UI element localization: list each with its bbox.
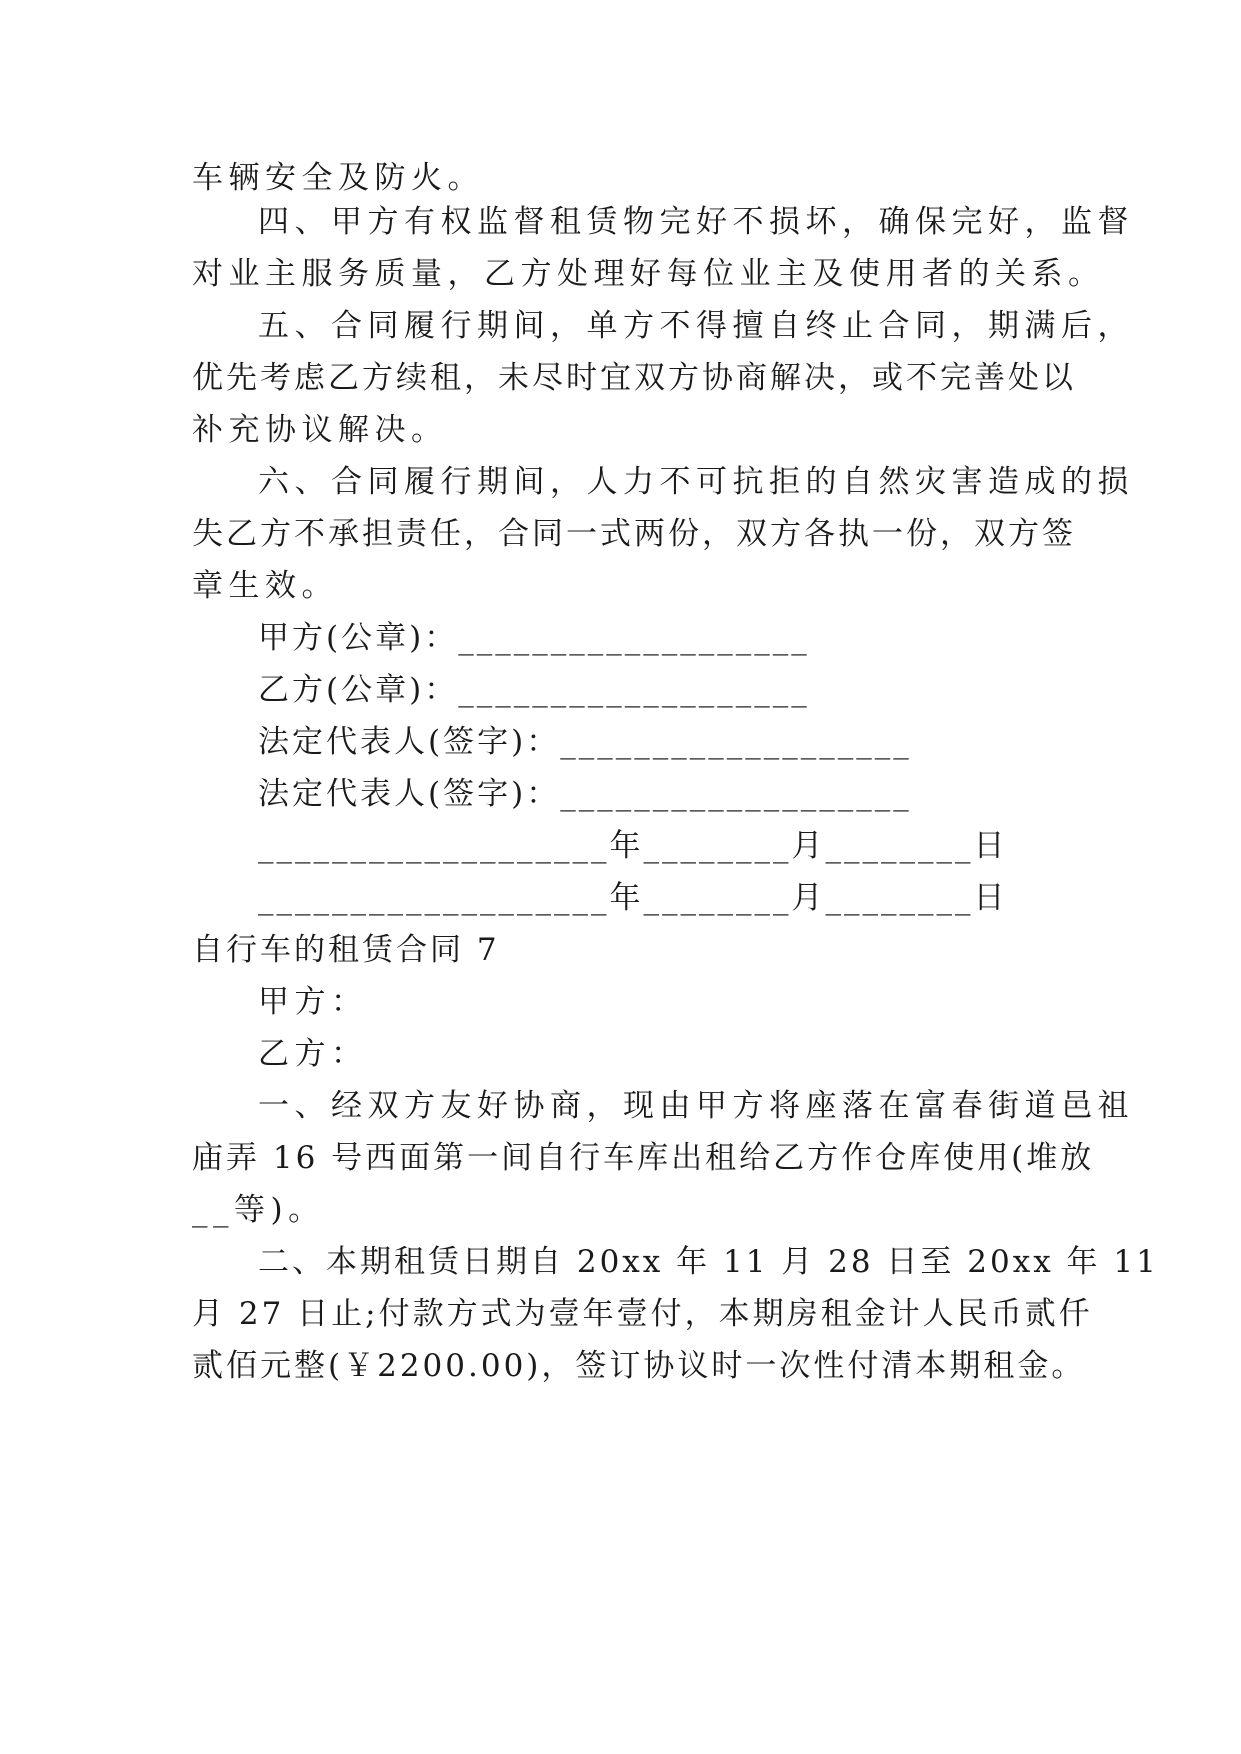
party-a-seal-line: 甲方(公章)：___________________ <box>258 620 810 656</box>
text-line: 车辆安全及防火。 <box>192 160 484 196</box>
section-title: 自行车的租赁合同 7 <box>192 932 500 968</box>
legal-rep-signature-line: 法定代表人(签字)：___________________ <box>258 724 912 760</box>
clause-five: 五、合同履行期间，单方不得擅自终止合同，期满后， <box>258 308 1134 344</box>
clause-two: 二、本期租赁日期自 20xx 年 11 月 28 日至 20xx 年 11 <box>258 1244 1159 1280</box>
text-line: 失乙方不承担责任，合同一式两份，双方各执一份，双方签 <box>192 516 1076 552</box>
clause-one: 一、经双方友好协商，现由甲方将座落在富春街道邑祖 <box>258 1088 1134 1124</box>
party-b-seal-line: 乙方(公章)：___________________ <box>258 672 810 708</box>
party-a-label: 甲方： <box>258 984 368 1020</box>
text-line: 贰佰元整(￥2200.00)，签订协议时一次性付清本期租金。 <box>192 1348 1086 1384</box>
text-line: 庙弄 16 号西面第一间自行车库出租给乙方作仓库使用(堆放 <box>192 1140 1095 1176</box>
date-line: ___________________年________月________日 <box>258 880 1008 916</box>
party-b-label: 乙方： <box>258 1036 368 1072</box>
text-line: __等)。 <box>192 1192 325 1228</box>
date-line: ___________________年________月________日 <box>258 828 1008 864</box>
clause-four: 四、甲方有权监督租赁物完好不损坏，确保完好，监督 <box>258 204 1134 240</box>
text-line: 月 27 日止;付款方式为壹年壹付，本期房租金计人民币贰仟 <box>192 1296 1093 1332</box>
clause-six: 六、合同履行期间，人力不可抗拒的自然灾害造成的损 <box>258 464 1134 500</box>
text-line: 对业主服务质量，乙方处理好每位业主及使用者的关系。 <box>192 256 1105 292</box>
text-line: 优先考虑乙方续租，未尽时宜双方协商解决，或不完善处以 <box>192 360 1076 396</box>
text-line: 补充协议解决。 <box>192 412 448 448</box>
legal-rep-signature-line: 法定代表人(签字)：___________________ <box>258 776 912 812</box>
text-line: 章生效。 <box>192 568 338 604</box>
